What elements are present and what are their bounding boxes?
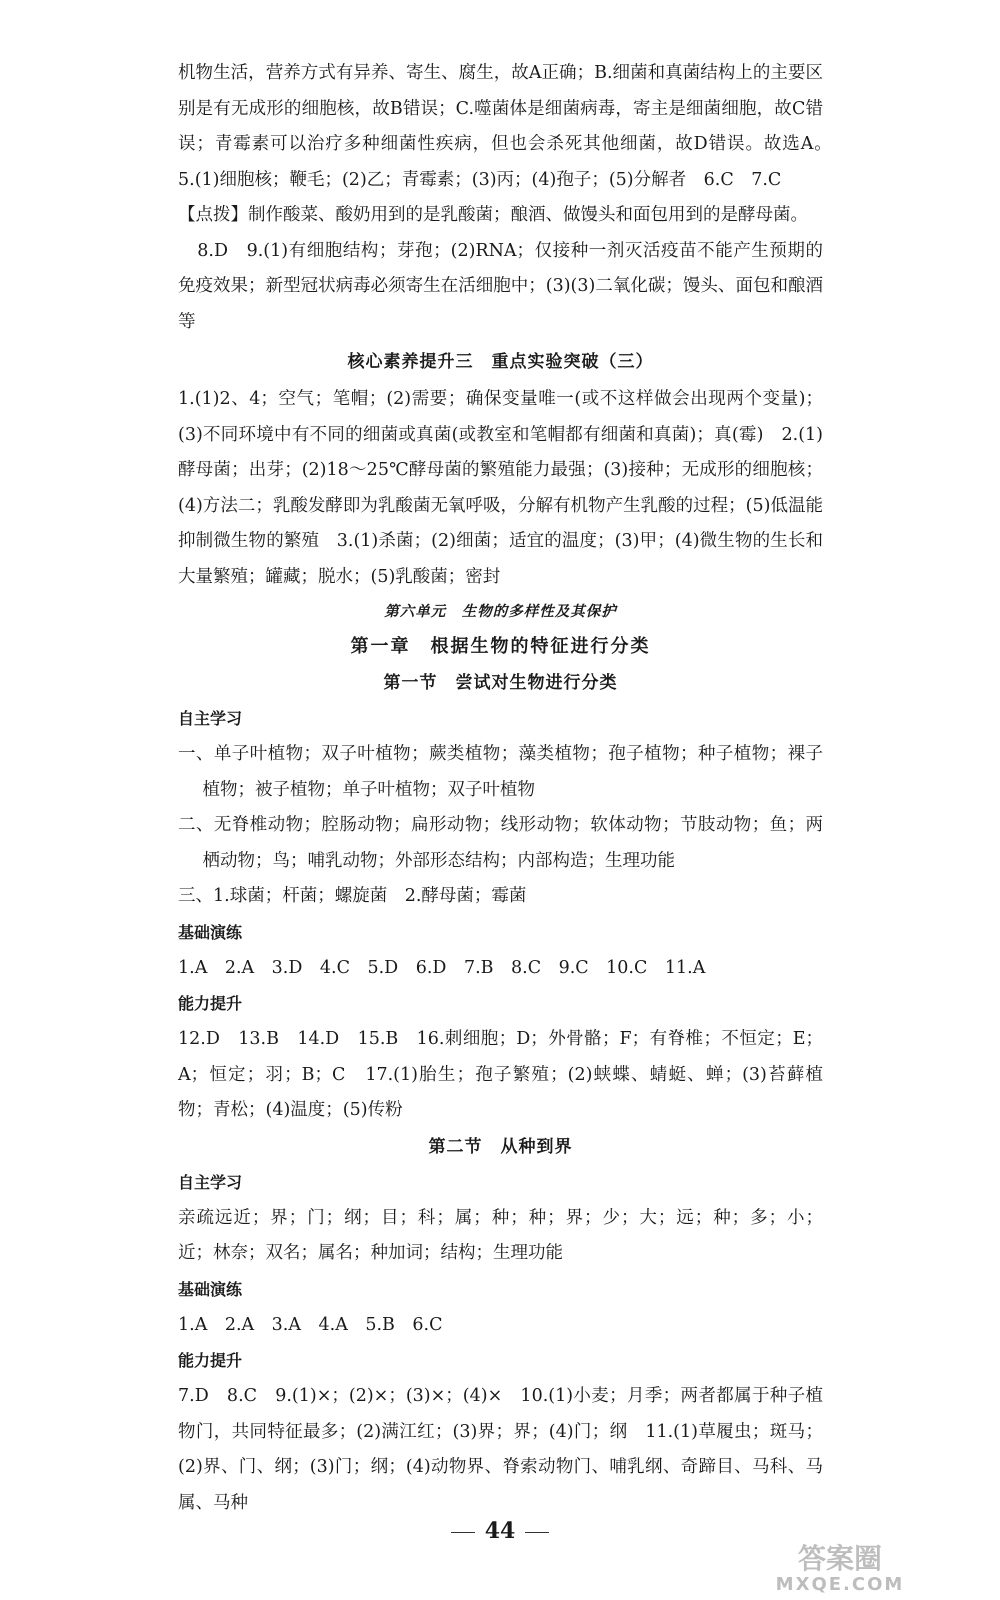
watermark-svg [720,1538,960,1594]
right-dash [525,1532,549,1533]
watermark-logo-text: 答案圈 [797,1542,883,1575]
section-heading: 核心素养提升三 重点实验突破（三） [347,352,654,372]
answer-content [178,56,841,1521]
paragraph: 一、单子叶植物；双子叶植物；蕨类植物；藻类植物；孢子植物；种子植物；裸子植物；被子植物；单子叶植物；双子叶植物 [178,744,823,800]
paragraph: 7.D 8.C 9.(1)×；(2)×；(3)×；(4)× 10.(1)小麦；月季；两者都属于种子植物门，共同特征最多；(2)满江红；(3)界；界；(4)门；纲 11.(1)草履虫；斑马；(2)界、门、纲；(3)门；纲；(4)动物界、脊索动物门、哺乳纲、奇蹄目、马科、马属、马种 [178,1386,823,1513]
section-heading: 第一章 根据生物的特征进行分类 [350,636,651,657]
left-dash [451,1532,475,1533]
subsection-label: 能力提升 [178,994,243,1013]
paragraph: 1.(1)2、4；空气；笔帽；(2)需要；确保变量唯一(或不这样做会出现两个变量)；(3)不同环境中有不同的细菌或真菌(或教室和笔帽都有细菌和真菌)；真(霉) 2.(1)酵母菌；出芽；(2)18～25℃酵母菌的繁殖能力最强；(3)接种；无成形的细胞核；(4)方法二；乳酸发酵即为乳酸菌无氧呼吸，分解有机物产生乳酸的过程；(5)低温能抑制微生物的繁殖 3.(1)杀菌；(2)细菌；适宜的温度；(3)甲；(4)微生物的生长和大量繁殖；罐藏；脱水；(5)乳酸菌；密封 [178,389,823,587]
subsection-label: 自主学习 [178,709,243,728]
subsection-label: 能力提升 [178,1351,243,1370]
watermark-site: MXQE.COM [775,1574,905,1594]
paragraph: 二、无脊椎动物；腔肠动物；扁形动物；线形动物；软体动物；节肢动物；鱼；两栖动物；鸟；哺乳动物；外部形态结构；内部构造；生理功能 [178,815,823,871]
paragraph: 亲疏远近；界；门；纲；目；科；属；种；种；界；少；大；远；种；多；小；近；林奈；双名；属名；种加词；结构；生理功能 [178,1207,823,1263]
paragraph: 12.D 13.B 14.D 15.B 16.刺细胞；D；外骨骼；F；有脊椎；不恒定；E；A；恒定；羽；B；C 17.(1)胎生；孢子繁殖；(2)蛱蝶、蜻蜓、蝉；(3)苔藓植物；青松；(4)温度；(5)传粉 [178,1029,823,1120]
subsection-label: 基础演练 [178,1279,243,1299]
subsection-label: 自主学习 [178,1172,243,1192]
paragraph: 【点拨】制作酸菜、酸奶用到的是乳酸菌；酿酒、做馒头和面包用到的是酵母菌。 [178,205,808,225]
paragraph: 三、1.球菌；杆菌；螺旋菌 2.酵母菌；霉菌 [178,886,527,906]
paragraph: 1.A 2.A 3.D 4.C 5.D 6.D 7.B 8.C 9.C 10.C 11.A [178,957,706,978]
page-number-text: 44 [484,1518,516,1544]
watermark-logo [720,1538,960,1594]
paragraph: 8.D 9.(1)有细胞结构；芽孢；(2)RNA；仅接种一剂灭活疫苗不能产生预期的免疫效果；新型冠状病毒必须寄生在活细胞中；(3)(3)二氧化碳；馒头、面包和酿酒等 [178,240,823,332]
paragraph: 1.A 2.A 3.A 4.A 5.B 6.C [178,1314,443,1335]
paragraph: 机物生活，营养方式有异养、寄生、腐生，故A正确；B.细菌和真菌结构上的主要区别是有无成形的细胞核，故B错误；C.噬菌体是细菌病毒，寄主是细菌细胞，故C错误；青霉素可以治疗多种细菌性疾病，但也会杀死其他细菌，故D错误。故选A。 5.(1)细胞核；鞭毛；(2)乙；青霉素；(3)丙；(4)孢子；(5)分解者 6.C 7.C [178,63,841,190]
section-heading: 第六单元 生物的多样性及其保护 [384,604,617,620]
subsection-label: 基础演练 [178,922,243,942]
section-heading: 第一节 尝试对生物进行分类 [383,673,618,693]
section-heading: 第二节 从种到界 [428,1136,573,1157]
